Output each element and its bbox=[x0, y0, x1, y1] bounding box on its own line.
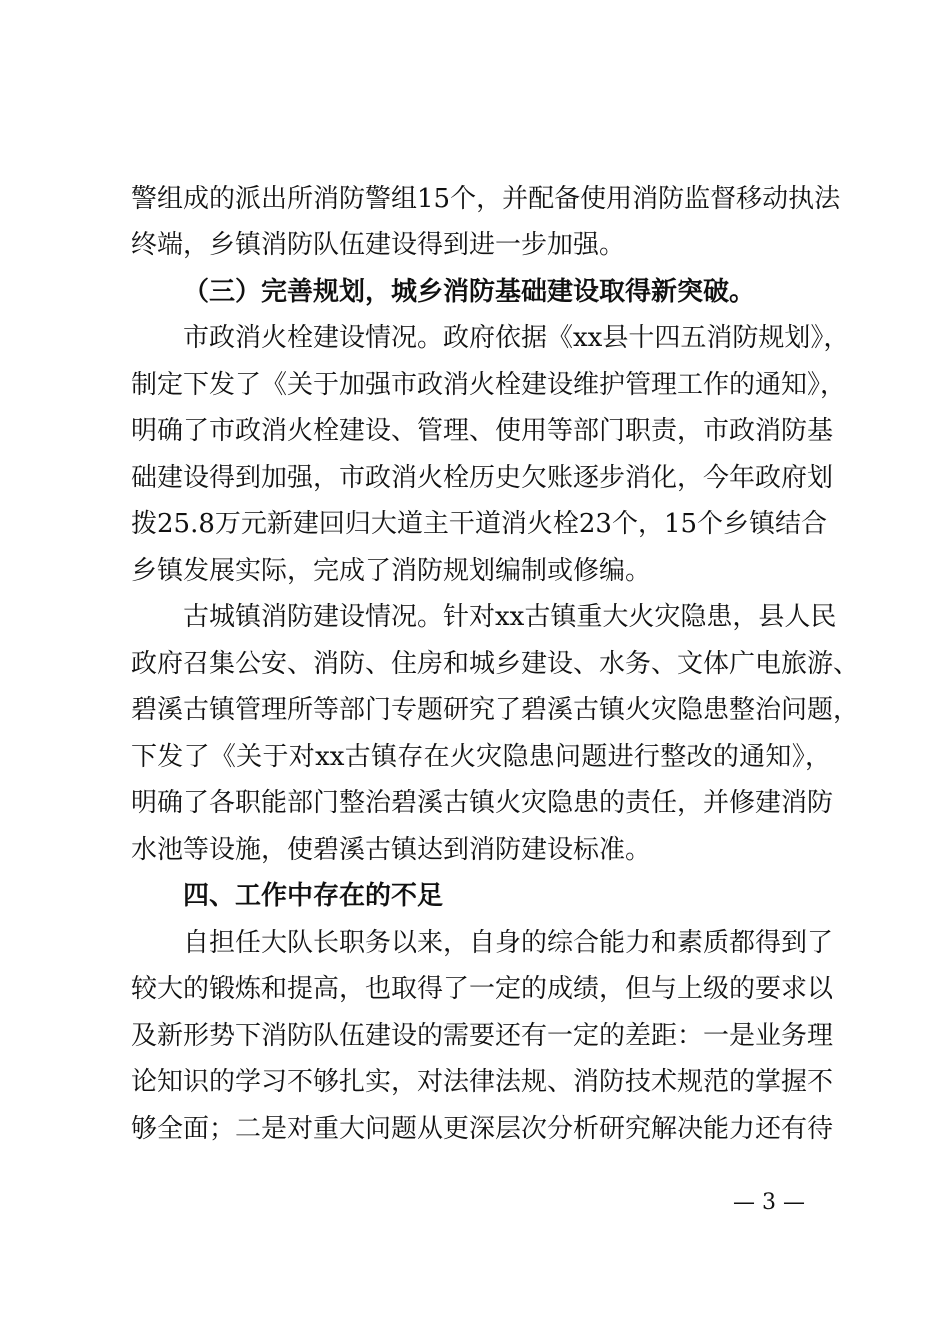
body-text-line: 终端，乡镇消防队伍建设得到进一步加强。 bbox=[131, 230, 626, 260]
body-text-line: 够全面；二是对重大问题从更深层次分析研究解决能力还有待 bbox=[131, 1114, 834, 1144]
body-text-line: 自担任大队长职务以来，自身的综合能力和素质都得到了 bbox=[183, 928, 834, 958]
body-text-line: 乡镇发展实际，完成了消防规划编制或修编。 bbox=[131, 556, 652, 586]
body-text-line: 制定下发了《关于加强市政消火栓建设维护管理工作的通知》， bbox=[131, 370, 847, 400]
subsection-heading: （三）完善规划，城乡消防基础建设取得新突破。 bbox=[183, 277, 756, 307]
page-number: — 3 — bbox=[733, 1190, 805, 1215]
body-text-line: 及新形势下消防队伍建设的需要还有一定的差距：一是业务理 bbox=[131, 1021, 834, 1051]
body-text-line: 市政消火栓建设情况。政府依据《xx县十四五消防规划》， bbox=[183, 323, 850, 353]
body-text-line: 警组成的派出所消防警组15个，并配备使用消防监督移动执法 bbox=[131, 184, 841, 214]
body-text-line: 碧溪古镇管理所等部门专题研究了碧溪古镇火灾隐患整治问题， bbox=[131, 695, 860, 725]
body-text-line: 明确了各职能部门整治碧溪古镇火灾隐患的责任，并修建消防 bbox=[131, 788, 834, 818]
body-text-line: 明确了市政消火栓建设、管理、使用等部门职责，市政消防基 bbox=[131, 416, 834, 446]
body-text-line: 拨25.8万元新建回归大道主干道消火栓23个，15个乡镇结合 bbox=[131, 509, 828, 539]
body-text-line: 水池等设施，使碧溪古镇达到消防建设标准。 bbox=[131, 835, 652, 865]
body-text-line: 下发了《关于对xx古镇存在火灾隐患问题进行整改的通知》， bbox=[131, 742, 831, 772]
body-text-line: 础建设得到加强，市政消火栓历史欠账逐步消化，今年政府划 bbox=[131, 463, 834, 493]
body-text-line: 古城镇消防建设情况。针对xx古镇重大火灾隐患，县人民 bbox=[183, 602, 837, 632]
body-text-line: 较大的锻炼和提高，也取得了一定的成绩，但与上级的要求以 bbox=[131, 974, 834, 1004]
body-text-line: 政府召集公安、消防、住房和城乡建设、水务、文体广电旅游、 bbox=[131, 649, 860, 679]
section-heading: 四、工作中存在的不足 bbox=[183, 881, 444, 911]
body-text-line: 论知识的学习不够扎实，对法律法规、消防技术规范的掌握不 bbox=[131, 1067, 834, 1097]
